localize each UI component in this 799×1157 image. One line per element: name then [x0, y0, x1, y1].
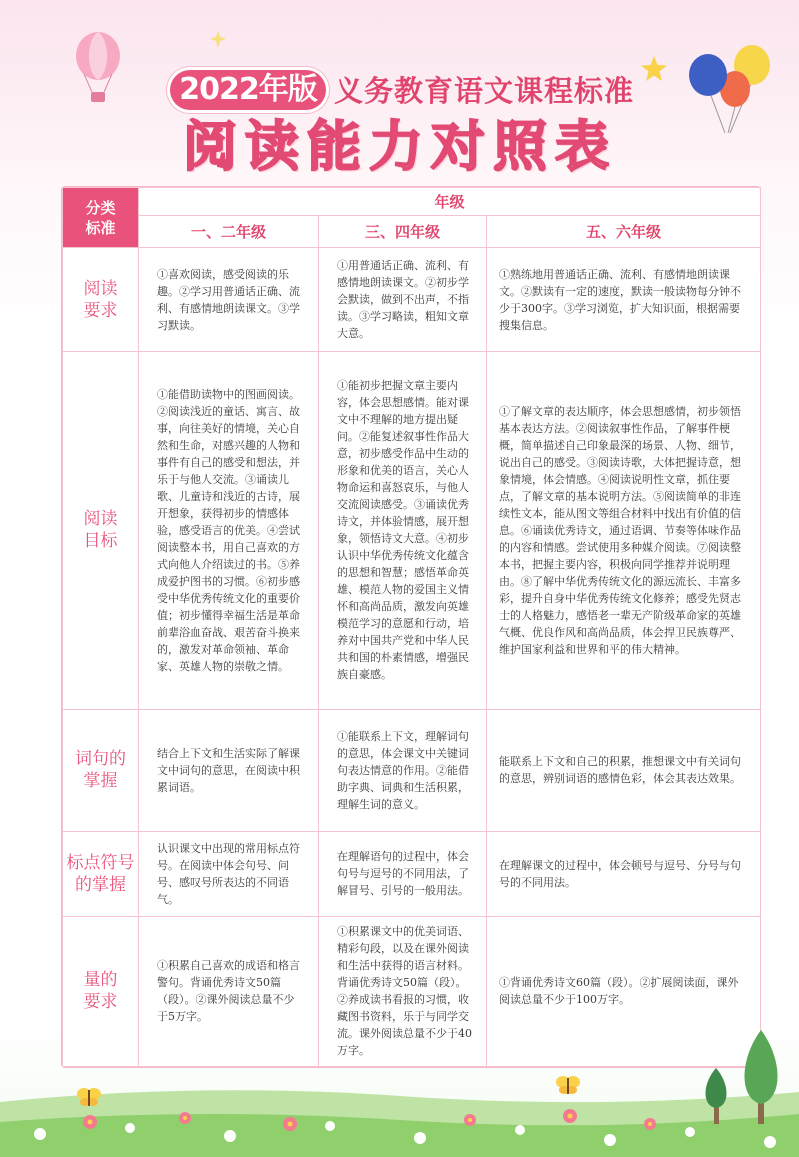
table-cell: ①熟练地用普通话正确、流利、有感情地朗读课文。②默读有一定的速度，默读一般读物每分钟不少于300字。③学习浏览，扩大知识面，根据需要搜集信息。 [487, 248, 761, 352]
table-cell: ①能联系上下文，理解词句的意思，体会课文中关键词句表达情意的作用。②能借助字典、词典和生活积累，理解生词的意义。 [319, 709, 487, 831]
row-label: 标点符号的掌握 [63, 831, 139, 916]
butterfly-icon [76, 1086, 102, 1108]
table-cell: 能联系上下文和自己的积累，推想课文中有关词句的意思，辨别词语的感情色彩，体会其表达效果。 [487, 709, 761, 831]
table-cell: ①能初步把握文章主要内容，体会思想感情。能对课文中不理解的地方提出疑问。②能复述叙事性作品大意，初步感受作品中生动的形象和优美的语言，关心人物命运和喜怒哀乐，与他人交流阅读感受。③诵读优秀诗文，并体验情感，展开想象，领悟诗文大意。④初步认识中华优秀传统文化蕴含的思想和智慧；感悟革命英雄、模范人物的爱国主义情怀和高尚品质，激发向英雄模范学习的意愿和行动，培养对中国共产党和中华人民共和国的朴素情感，增强民族自豪感。 [319, 352, 487, 709]
table-row [63, 831, 761, 916]
table-cell: ①了解文章的表达顺序，体会思想感情，初步领悟基本表达方法。②阅读叙事性作品，了解事件梗概，简单描述自己印象最深的场景、人物、细节，说出自己的感受。③阅读诗歌，大体把握诗意，想象情境，体会情感。④阅读说明性文章，抓住要点，了解文章的基本说明方法。⑤阅读简单的非连续性文本，能从图文等组合材料中找出有价值的信息。⑥诵读优秀诗文，通过语调、节奏等体味作品的内容和情感。尝试使用多种媒介阅读。⑦阅读整本书，把握主要内容，积极向同学推荐并说明理由。⑧了解中华优秀传统文化的源远流长、丰富多彩，提升自身中华优秀传统文化修养；感受先贤志士的人格魅力，感悟老一辈无产阶级革命家的英雄气概、优良作风和高尚品质，体会捍卫民族尊严、维护国家利益和世界和平的伟大精神。 [487, 352, 761, 709]
table-cell: ①用普通话正确、流利、有感情地朗读课文。②初步学会默读，做到不出声，不指读。③学习略读，粗知文章大意。 [319, 248, 487, 352]
grade-header: 年级 [139, 188, 761, 216]
row-label: 阅读要求 [63, 248, 139, 352]
grade-header-3-4: 三、四年级 [319, 216, 487, 248]
table-cell: 在理解语句的过程中，体会句号与逗号的不同用法，了解冒号、引号的一般用法。 [319, 831, 487, 916]
table-cell: 认识课文中出现的常用标点符号。在阅读中体会句号、问号、感叹号所表达的不同语气。 [139, 831, 319, 916]
table-row [63, 352, 761, 709]
row-label: 阅读目标 [63, 352, 139, 709]
page-subtitle: 义务教育语文课程标准 [334, 74, 635, 108]
category-header [63, 188, 139, 248]
table-cell: ①背诵优秀诗文60篇（段）。②扩展阅读面，课外阅读总量不少于100万字。 [487, 916, 761, 1066]
row-label: 量的要求 [63, 916, 139, 1066]
table-cell: ①积累课文中的优美词语、精彩句段，以及在课外阅读和生活中获得的语言材料。背诵优秀诗文50篇（段）。②养成读书看报的习惯，收藏图书资料，乐于与同学交流。课外阅读总量不少于40万字。 [319, 916, 487, 1066]
balloons-icon [680, 45, 780, 135]
category-header-label: 分类标准 [85, 198, 116, 237]
table-row [63, 916, 761, 1066]
tree-icon [700, 1028, 790, 1128]
table-cell: 在理解课文的过程中，体会顿号与逗号、分号与句号的不同用法。 [487, 831, 761, 916]
edition-badge: 2022年版 [170, 70, 326, 110]
grade-header-1-2: 一、二年级 [139, 216, 319, 248]
table-cell: 结合上下文和生活实际了解课文中词句的意思，在阅读中积累词语。 [139, 709, 319, 831]
butterfly-icon [555, 1074, 581, 1096]
table-row [63, 248, 761, 352]
hot-air-balloon-icon [72, 30, 124, 108]
table-cell: ①能借助读物中的图画阅读。②阅读浅近的童话、寓言、故事，向往美好的情境，关心自然和生命，对感兴趣的人物和事件有自己的感受和想法，并乐于与他人交流。③诵读儿歌、儿童诗和浅近的古诗，展开想象，获得初步的情感体验，感受语言的优美。④尝试阅读整本书，用自己喜欢的方式向他人介绍读过的书。⑤养成爱护图书的习惯。⑥初步感受中华优秀传统文化的重要价值；初步懂得幸福生活是革命前辈浴血奋战、艰苦奋斗换来的，激发对革命领袖、革命家、英雄人物的崇敬之情。 [139, 352, 319, 709]
sparkle-icon [210, 30, 226, 48]
comparison-table [61, 186, 761, 1068]
table-cell: ①积累自己喜欢的成语和格言警句。背诵优秀诗文50篇（段）。②课外阅读总量不少于5万字。 [139, 916, 319, 1066]
grade-header-5-6: 五、六年级 [487, 216, 761, 248]
page-title: 阅读能力对照表 [183, 115, 617, 178]
table-row [63, 709, 761, 831]
row-label: 词句的掌握 [63, 709, 139, 831]
table-cell: ①喜欢阅读，感受阅读的乐趣。②学习用普通话正确、流利、有感情地朗读课文。③学习默读。 [139, 248, 319, 352]
flower-meadow-icon [0, 1062, 799, 1157]
